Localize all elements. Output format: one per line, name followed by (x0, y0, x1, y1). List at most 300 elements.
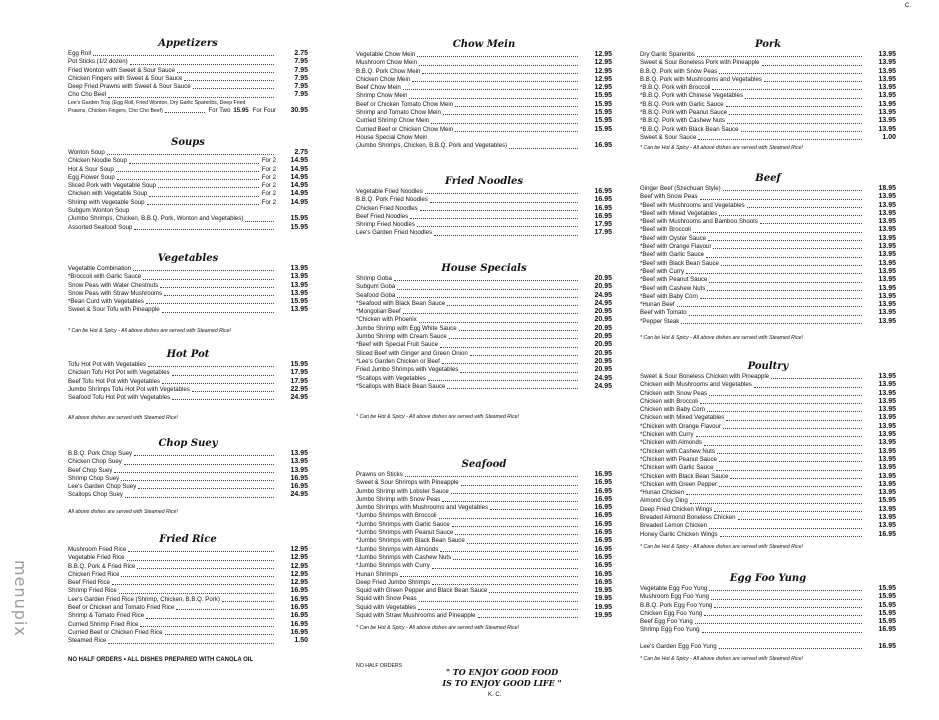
leader-dots (176, 609, 274, 610)
leader-dots (177, 72, 274, 73)
section-note: * Can be Hot & Spicy - All above dishes are served with Steamed Rice! (640, 543, 804, 550)
menu-item (356, 341, 612, 349)
leader-dots (160, 287, 274, 288)
menu-item (68, 483, 308, 491)
item-name: *Lee's Garden Chicken or Beef (356, 357, 440, 365)
item-name: *Broccoli with Garlic Sauce (68, 273, 142, 281)
menu-item (356, 546, 612, 554)
section-note: * Can be Hot & Spicy - All above dishes are served with Steamed Rice! (640, 656, 804, 663)
menu-item (356, 587, 612, 595)
item-price: 20.95 (594, 275, 612, 282)
item-name: Curried Shrimp Fried Rice (68, 620, 139, 628)
leader-dots (459, 330, 578, 331)
menu-item (356, 205, 612, 213)
item-name: B.B.Q. Pork Chop Suey (68, 450, 133, 457)
item-name: Cho Cho Beef (68, 91, 107, 99)
item-name: *Beef with Cashew Nuts (640, 284, 706, 292)
item-name: Squid with Vegetables (356, 603, 416, 611)
menu-item (640, 185, 896, 193)
leader-dots (449, 338, 578, 339)
section-title: Beef (755, 173, 781, 184)
item-price: 13.95 (878, 301, 896, 309)
item-price: 19.95 (594, 587, 612, 595)
item-price: 15.95 (878, 609, 896, 617)
item-price: 12.95 (290, 546, 308, 553)
item-name: Chicken with Vegetable Soup (68, 190, 148, 198)
item-price: 13.95 (878, 67, 896, 75)
leader-dots (162, 312, 274, 313)
menu-item (640, 626, 896, 634)
menu-item (640, 531, 896, 539)
leader-dots (697, 56, 862, 57)
leader-dots (709, 590, 862, 591)
section-note: * Can be Hot & Spicy - All above dishes are served with Steamed Rice! (356, 625, 520, 632)
item-name: Mushroom Fried Rice (68, 546, 127, 553)
menu-item (356, 300, 612, 308)
item-price: 16.95 (594, 495, 612, 503)
item-name: Sliced Pork with Vegetable Soup (68, 182, 157, 190)
menu-item (640, 431, 896, 439)
menu-item (68, 491, 308, 499)
item-price: 16.95 (878, 643, 896, 651)
item-price: 16.95 (594, 529, 612, 537)
item-name: Vegetable Fried Noodles (356, 188, 423, 195)
leader-dots (720, 536, 862, 537)
item-name: *B.B.Q. Pork with Garlic Sauce (640, 100, 724, 108)
item-size: For 2 (261, 198, 276, 206)
leader-dots (709, 395, 862, 396)
menu-item (640, 448, 896, 456)
menu-item (640, 398, 896, 406)
menu-item (356, 229, 612, 237)
menu-item (356, 188, 612, 196)
item-price: 16.95 (290, 595, 308, 603)
menu-item (640, 602, 896, 610)
item-price: 16.95 (594, 504, 612, 512)
menu-list (356, 275, 612, 391)
item-name: Curried Shrimp Chow Mein (356, 117, 430, 125)
item-price: 13.95 (878, 389, 896, 397)
leader-dots (422, 73, 578, 74)
menu-item (356, 496, 612, 504)
leader-dots (764, 81, 862, 82)
leader-dots (490, 509, 578, 510)
section-note: * Can be Hot & Spicy - All above dishes are served with Steamed Rice! (68, 327, 232, 334)
menu-item (356, 109, 612, 117)
leader-dots (419, 65, 578, 66)
item-price: 16.95 (594, 212, 612, 220)
section-note: * Can be Hot & Spicy - All above dishes are served with Steamed Rice! (640, 145, 804, 152)
leader-dots (112, 584, 274, 585)
item-price: 13.95 (878, 92, 896, 100)
menu-item (356, 84, 612, 92)
menu-item (640, 309, 896, 317)
section-title: Poultry (747, 361, 789, 372)
section-house-specials (356, 262, 612, 421)
item-name: Steamed Rice (68, 637, 107, 645)
item-price: 12.95 (594, 75, 612, 83)
item-name: Assorted Seafood Soup (68, 223, 133, 231)
leader-dots (729, 114, 862, 115)
item-name: *Jumbo Shrimps with Almonds (356, 545, 439, 553)
item-price: 15.95 (594, 109, 612, 117)
leader-dots (130, 64, 274, 65)
menu-item (68, 215, 308, 223)
item-price: 20.95 (594, 324, 612, 332)
leader-dots (148, 366, 274, 367)
item-price: 14.95 (290, 190, 308, 198)
item-price: 16.95 (290, 612, 308, 620)
item-name: Chicken with Baby Corn (640, 406, 706, 414)
slogan (412, 667, 592, 689)
menu-item (640, 373, 896, 381)
item-name: Shrimp and Tomato Chow Mein (356, 109, 441, 117)
tray-four-price: 30.95 (290, 106, 308, 114)
item-price: 13.95 (878, 439, 896, 447)
leader-dots (702, 632, 862, 633)
item-name: *Beef with Oyster Sauce (640, 234, 707, 242)
leader-dots (690, 503, 862, 504)
item-price: 14.95 (290, 165, 308, 173)
item-price: 1.00 (882, 133, 896, 141)
item-name: *Chicken with Black Bean Sauce (640, 472, 729, 480)
leader-dots (741, 131, 862, 132)
menu-item (356, 562, 612, 570)
item-price: 15.95 (290, 215, 308, 223)
menu-item (640, 301, 896, 309)
leader-dots (447, 388, 578, 389)
leader-dots (470, 355, 578, 356)
leader-dots (432, 584, 578, 585)
menu-list (68, 50, 308, 100)
menu-item (68, 91, 308, 99)
menu-item (640, 92, 896, 100)
item-name: Shrimp Goba (356, 275, 392, 282)
leader-dots (489, 592, 578, 593)
item-name: Ginger Beef (Szechuan Style) (640, 185, 721, 192)
menu-item (640, 285, 896, 293)
item-name: Almond Guy Ding (640, 497, 688, 505)
item-price: 16.95 (594, 142, 612, 150)
item-price: 24.95 (594, 291, 612, 299)
item-price: 15.95 (878, 601, 896, 609)
section-note: All above dishes are served with Steamed Rice! (68, 415, 178, 422)
menu-item (68, 571, 308, 579)
menu-item (356, 521, 612, 529)
item-price: 13.95 (878, 514, 896, 522)
menu-item (640, 59, 896, 67)
item-price: 13.95 (878, 125, 896, 133)
leader-dots (719, 73, 862, 74)
leader-dots (143, 279, 274, 280)
item-name: Sweet & Sour Tofu with Pineapple (68, 306, 160, 314)
item-name: Dry Garlic Spareribs (640, 51, 695, 58)
item-name: Jumbo Shrimp with Snow Peas (356, 495, 441, 503)
item-price: 13.95 (878, 75, 896, 83)
leader-dots (719, 486, 862, 487)
tray-desc: Prawns, Chicken Fingers, Cho Cho Beef) (68, 107, 163, 114)
item-name: Chicken Egg Foo Yung (640, 609, 703, 617)
leader-dots (125, 497, 274, 498)
menu-item (640, 497, 896, 505)
section-egg-foo-yung (640, 572, 896, 663)
item-price: 13.95 (878, 381, 896, 389)
leader-dots (419, 601, 578, 602)
item-name: B.B.Q. Pork with Mushrooms and Vegetables (640, 75, 762, 83)
leader-dots (108, 643, 274, 644)
menu-item (356, 316, 612, 324)
leader-dots (405, 476, 578, 477)
item-name: Beef Fried Noodles (356, 212, 409, 220)
leader-dots (698, 139, 862, 140)
item-name: *Beef with Garlic Sauce (640, 251, 705, 259)
item-price: 15.95 (290, 223, 308, 231)
menu-item (640, 506, 896, 514)
leader-dots (726, 420, 862, 421)
item-price: 14.95 (290, 182, 308, 190)
menu-item (68, 50, 308, 58)
leader-dots (730, 478, 862, 479)
leader-dots (442, 501, 578, 502)
leader-dots (133, 270, 274, 271)
leader-dots (245, 221, 274, 222)
menu-list (68, 265, 308, 315)
leader-dots (689, 315, 862, 316)
item-name: *Hunan Chicken (640, 489, 685, 497)
menu-item (356, 283, 612, 291)
item-name: Honey Garlic Chicken Wings (640, 530, 718, 538)
item-price: 20.95 (594, 308, 612, 316)
leader-dots (108, 97, 274, 98)
menu-item (640, 643, 896, 651)
item-name: *Chicken with Curry (640, 431, 694, 439)
item-name: *Beef with Baby Corn (640, 292, 698, 300)
section-soups (68, 136, 308, 232)
leader-dots (700, 298, 862, 299)
menu-item (640, 522, 896, 530)
leader-dots (719, 461, 862, 462)
footer-notice: NO HALF ORDERS • ALL DISHES PREPARED WITH CANOLA OIL (68, 657, 254, 663)
item-price: 7.95 (294, 91, 308, 99)
menu-item (68, 75, 308, 83)
item-name: Beef with Snow Peas (640, 193, 698, 201)
item-name: Lee's Garden Fried Noodles (356, 229, 433, 237)
menu-item (68, 394, 308, 402)
leader-dots (723, 190, 862, 191)
item-name: *Scallops with Vegetables (356, 374, 426, 382)
menu-item (356, 126, 612, 134)
item-name: *Beef with Curry (640, 267, 685, 275)
item-name: Vegetable Fried Rice (68, 554, 125, 562)
section-title: Fried Noodles (444, 176, 524, 187)
leader-dots (451, 493, 578, 494)
menu-item (640, 101, 896, 109)
item-price: 13.95 (878, 480, 896, 488)
leader-dots (164, 295, 274, 296)
item-price: 15.95 (594, 100, 612, 108)
item-name: Shrimp Chow Mein (356, 92, 408, 100)
item-price: 13.95 (290, 306, 308, 314)
section-beef (640, 172, 896, 342)
menu-item (640, 414, 896, 422)
tray-row (68, 107, 308, 115)
menu-item (356, 579, 612, 587)
leader-dots (417, 226, 578, 227)
leader-dots (712, 89, 862, 90)
item-name: *Scallops with Black Bean Sauce (356, 382, 446, 390)
item-name: Chicken Chow Mein (356, 75, 411, 83)
item-price: 14.95 (290, 157, 308, 165)
item-name: Chicken Fried Noodles (356, 204, 418, 212)
leader-dots (140, 626, 274, 627)
item-price: 13.95 (290, 265, 308, 272)
leader-dots (119, 593, 274, 594)
item-size: For 2 (261, 173, 276, 181)
leader-dots (677, 306, 862, 307)
menu-item (68, 637, 308, 645)
item-price: 13.95 (878, 251, 896, 259)
item-size: For 2 (261, 157, 276, 165)
item-price: 12.95 (290, 562, 308, 570)
item-name: Seafood Tofu Hot Pot with Vegetables (68, 394, 171, 402)
item-name: *Beef with Broccoli (640, 226, 691, 234)
menu-list (356, 51, 612, 151)
item-price: 19.95 (594, 595, 612, 603)
item-name: Beef or Chicken Tomato Chow Mein (356, 100, 454, 108)
item-name: *Jumbo Shrimps with Curry (356, 562, 430, 570)
item-price: 13.95 (878, 276, 896, 284)
menu-item (356, 221, 612, 229)
item-price: 13.95 (878, 209, 896, 217)
item-name: *Seafood with Black Bean Sauce (356, 299, 446, 307)
menu-item (68, 306, 308, 314)
item-name: Chicken with Mushrooms and Vegetables (640, 381, 752, 389)
item-price: 15.95 (290, 298, 308, 306)
item-name: Vegetable Egg Foo Yung (640, 585, 708, 592)
item-name: *Bean Curd with Vegetables (68, 298, 144, 306)
item-price: 15.95 (290, 361, 308, 368)
item-name: Shrimp Chop Suey (68, 474, 120, 482)
leader-dots (762, 65, 862, 66)
menu-item (356, 92, 612, 100)
leader-dots (704, 615, 862, 616)
menu-item (640, 117, 896, 125)
leader-dots (442, 363, 578, 364)
menu-item (68, 579, 308, 587)
section-pork (640, 38, 896, 152)
item-price: 12.95 (594, 84, 612, 92)
menu-item (640, 68, 896, 76)
item-name: Chicken Noodle Soup (68, 157, 127, 165)
menu-item (640, 618, 896, 626)
item-price: 17.95 (594, 221, 612, 229)
item-price: 19.95 (594, 612, 612, 620)
item-name: Snow Peas with Water Chestnuts (68, 281, 159, 289)
menu-item (356, 308, 612, 316)
item-price: 12.95 (290, 554, 308, 562)
leader-dots (716, 470, 863, 471)
item-name: *B.B.Q. Pork with Peanut Sauce (640, 109, 728, 117)
leader-dots (709, 282, 862, 283)
item-name: (Jumbo Shrimps, Chicken, B.B.Q. Pork and Vegetables) (356, 142, 508, 150)
item-name: Shrimp & Tomato Fried Rice (68, 612, 145, 620)
menu-list (68, 361, 308, 402)
item-price: 13.95 (878, 464, 896, 472)
item-name: Jumbo Shrimp with Lobster Sauce (356, 487, 449, 495)
item-name: Prawns on Sticks (356, 471, 403, 478)
item-price: 13.95 (878, 201, 896, 209)
section-title: House Specials (441, 263, 527, 274)
section-title: Seafood (461, 459, 507, 470)
item-price: 13.95 (878, 193, 896, 201)
item-name: *B.B.Q. Pork with Broccoli (640, 84, 711, 92)
item-name: Seafood Goba (356, 291, 396, 299)
leader-dots (771, 378, 862, 379)
item-price: 17.95 (594, 229, 612, 237)
leader-dots (681, 323, 862, 324)
item-price: 20.95 (594, 316, 612, 324)
leader-dots (403, 313, 578, 314)
section-hot-pot (68, 348, 308, 422)
item-price: 15.95 (878, 585, 896, 592)
menu-item (640, 51, 896, 59)
item-name: *Chicken with Cashew Nuts (640, 447, 715, 455)
item-price: 13.95 (878, 422, 896, 430)
item-price: 12.95 (290, 579, 308, 587)
leader-dots (707, 411, 862, 412)
leader-dots (192, 391, 274, 392)
leader-dots (455, 534, 578, 535)
menu-item (356, 571, 612, 579)
item-name: B.B.Q. Pork Chow Mein (356, 67, 421, 75)
menu-item (68, 475, 308, 483)
leader-dots (453, 559, 578, 560)
menu-item (356, 512, 612, 520)
item-name: Egg Flower Soup (68, 173, 115, 181)
section-title: Vegetables (157, 253, 219, 264)
leader-dots (709, 528, 862, 529)
item-name: Deep Fried Prawns with Sweet & Sour Sauce (68, 83, 191, 91)
item-size: For 2 (261, 165, 276, 173)
menu-list (68, 450, 308, 500)
item-size: For 2 (261, 182, 276, 190)
section-poultry (640, 360, 896, 551)
item-name: *Hunan Beef (640, 301, 675, 309)
leader-dots (420, 210, 578, 211)
item-name: Jumbo Shrimps Tofu Hot Pot with Vegetables (68, 385, 190, 393)
leader-dots (134, 229, 274, 230)
leader-dots (162, 383, 274, 384)
menu-item (68, 298, 308, 306)
menu-item (68, 207, 308, 215)
menu-item (640, 84, 896, 92)
leader-dots (146, 303, 274, 304)
item-price: 13.95 (878, 218, 896, 226)
item-price: 13.95 (878, 84, 896, 92)
menu-item (640, 109, 896, 117)
item-price: 13.95 (878, 431, 896, 439)
menu-item (356, 117, 612, 125)
item-price: 13.95 (878, 373, 896, 380)
item-price: 13.95 (878, 447, 896, 455)
item-name: Breaded Lemon Chicken (640, 522, 708, 530)
section-title: Pork (754, 39, 782, 50)
menu-item (68, 554, 308, 562)
menu-item (640, 226, 896, 234)
item-price: 16.95 (594, 512, 612, 520)
leader-dots (721, 265, 862, 266)
leader-dots (417, 56, 578, 57)
